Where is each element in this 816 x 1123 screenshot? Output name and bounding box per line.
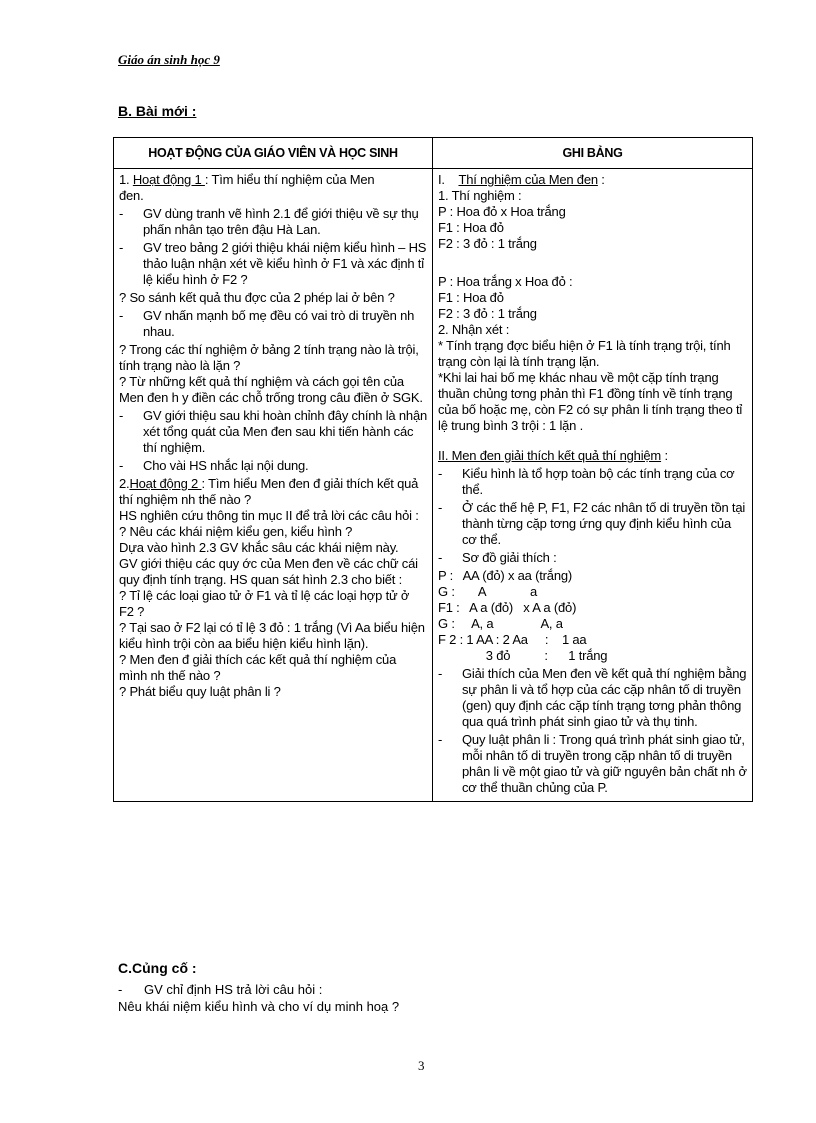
cross-line: F2 : 3 đỏ : 1 trắng — [438, 306, 537, 321]
question: ? Tại sao ở F2 lại có tỉ lệ 3 đỏ : 1 trắng (Vì Aa biểu hiện kiểu hình trội còn aa biểu hiện kiểu hình lặn). — [119, 620, 425, 651]
diagram-line: G : A, a A, a — [438, 616, 563, 631]
activity-1-heading-cont: đen. — [119, 188, 144, 203]
section-2-heading: II. Men đen giải thích kết quả thí nghiệm : — [438, 448, 668, 463]
diagram-line: F1 : A a (đỏ) x A a (đỏ) — [438, 600, 577, 615]
document-header: Giáo án sinh học 9 — [118, 52, 220, 67]
list-item: - GV treo bảng 2 giới thiệu khái niệm kiểu hình – HS thảo luận nhận xét về kiểu hình ở F1 và xác định tỉ lệ kiểu hình ở F2 ? — [119, 240, 427, 287]
diagram-line: P : AA (đỏ) x aa (trắng) — [438, 568, 573, 583]
paragraph: HS nghiên cứu thông tin mục II để trả lời các câu hỏi : — [119, 508, 419, 523]
col-right-header: GHI BẢNG — [433, 138, 753, 169]
activity-1-heading: 1. Hoạt động 1 : Tìm hiểu thí nghiệm của Men — [119, 172, 375, 187]
cross-line: P : Hoa trắng x Hoa đỏ : — [438, 274, 573, 289]
question: ? Tỉ lệ các loại giao tử ở F1 và tỉ lệ các loại hợp tử ở F2 ? — [119, 588, 410, 619]
list-item: - GV nhấn mạnh bố mẹ đều có vai trò di truyền nh nhau. — [119, 308, 415, 339]
lesson-table — [113, 137, 753, 802]
list-item: - Quy luật phân li : Trong quá trình phát sinh giao tử, mỗi nhân tố di truyền trong cặp nhân tố di truyền phân li về một giao tử và giữ nguyên bản chất nh ở cơ thể thuần chủng của P. — [438, 732, 747, 795]
cross-line: P : Hoa đỏ x Hoa trắng — [438, 204, 566, 219]
page-number: 3 — [418, 1058, 425, 1073]
list-item: - GV giới thiệu sau khi hoàn chỉnh đây chính là nhận xét tổng quát của Men đen sau khi tiến hành các thí nghiệm. — [119, 408, 427, 455]
subheading: 1. Thí nghiệm : — [438, 188, 522, 203]
paragraph: Nêu khái niệm kiểu hình và cho ví dụ minh hoạ ? — [118, 999, 400, 1014]
list-item: - Kiểu hình là tổ hợp toàn bộ các tính trạng của cơ thể. — [438, 466, 735, 497]
board-notes — [433, 169, 752, 801]
observation: *Khi lai hai bố mẹ khác nhau về một cặp tính trạng thuần chủng tơng phản thì F1 đồng tính về tính trạng của bố hoặc mẹ, còn F2 có sự phân li tính trạng theo tỉ lệ trung bình 3 trội : 1 lặn . — [438, 370, 743, 433]
list-item: - Giải thích của Men đen về kết quả thí nghiệm bằng sự phân li và tổ hợp của các cặp nhân tố di truyền (gen) quy định các cặp tính trạng tơng phản thông qua quá trình phát sinh giao tử và thụ tinh. — [438, 666, 747, 729]
list-item: - GV dùng tranh vẽ hình 2.1 để giới thiệu về sự thụ phấn nhân tạo trên đậu Hà Lan. — [119, 206, 419, 237]
subheading: 2. Nhận xét : — [438, 322, 510, 337]
cross-line: F2 : 3 đỏ : 1 trắng — [438, 236, 537, 251]
question: ? Trong các thí nghiệm ở bảng 2 tính trạng nào là trội, tính trạng nào là lặn ? — [119, 342, 419, 373]
consolidation-title: C.Củng cố : — [118, 960, 197, 976]
diagram-line: 3 đỏ : 1 trắng — [438, 648, 608, 663]
col-left-header: HOẠT ĐỘNG CỦA GIÁO VIÊN VÀ HỌC SINH — [114, 138, 433, 169]
list-item: - Sơ đồ giải thích : — [438, 550, 557, 565]
question: ? So sánh kết quả thu đợc của 2 phép lai ở bên ? — [119, 290, 395, 305]
section-title: B. Bài mới : — [118, 103, 197, 119]
observation: * Tính trạng đợc biểu hiện ở F1 là tính trạng trội, tính trạng còn lại là tính trạng lặn. — [438, 338, 731, 369]
list-item: - Ở các thế hệ P, F1, F2 các nhân tố di truyền tồn tại thành từng cặp tơng ứng quy định kiểu hình của cơ thể. — [438, 500, 746, 547]
question: ? Từ những kết quả thí nghiệm và cách gọi tên của Men đen h y điền các chỗ trống trong câu điền ở SGK. — [119, 374, 423, 405]
section-1-heading: I. Thí nghiệm của Men đen : — [438, 172, 605, 187]
consolidation-section — [118, 960, 399, 1015]
paragraph: Dựa vào hình 2.3 GV khắc sâu các khái niệm này. — [119, 540, 399, 555]
list-item: - Cho vài HS nhắc lại nội dung. — [119, 458, 309, 473]
diagram-line: F 2 : 1 AA : 2 Aa : 1 aa — [438, 632, 587, 647]
question: ? Men đen đ giải thích các kết quả thí nghiệm của mình nh thế nào ? — [119, 652, 397, 683]
cross-line: F1 : Hoa đỏ — [438, 220, 504, 235]
teacher-student-activities — [114, 169, 432, 703]
paragraph: GV giới thiệu các quy ớc của Men đen về các chữ cái quy định tính trạng. HS quan sát hình 2.3 cho biết : — [119, 556, 418, 587]
list-item: - GV chỉ định HS trả lời câu hỏi : — [118, 982, 323, 997]
question: ? Phát biểu quy luật phân li ? — [119, 684, 281, 699]
activity-2-heading: 2.Hoạt động 2 : Tìm hiểu Men đen đ giải thích kết quả thí nghiệm nh thế nào ? — [119, 476, 419, 507]
question: ? Nêu các khái niệm kiểu gen, kiểu hình ? — [119, 524, 353, 539]
diagram-line: G : A a — [438, 584, 538, 599]
cross-line: F1 : Hoa đỏ — [438, 290, 504, 305]
